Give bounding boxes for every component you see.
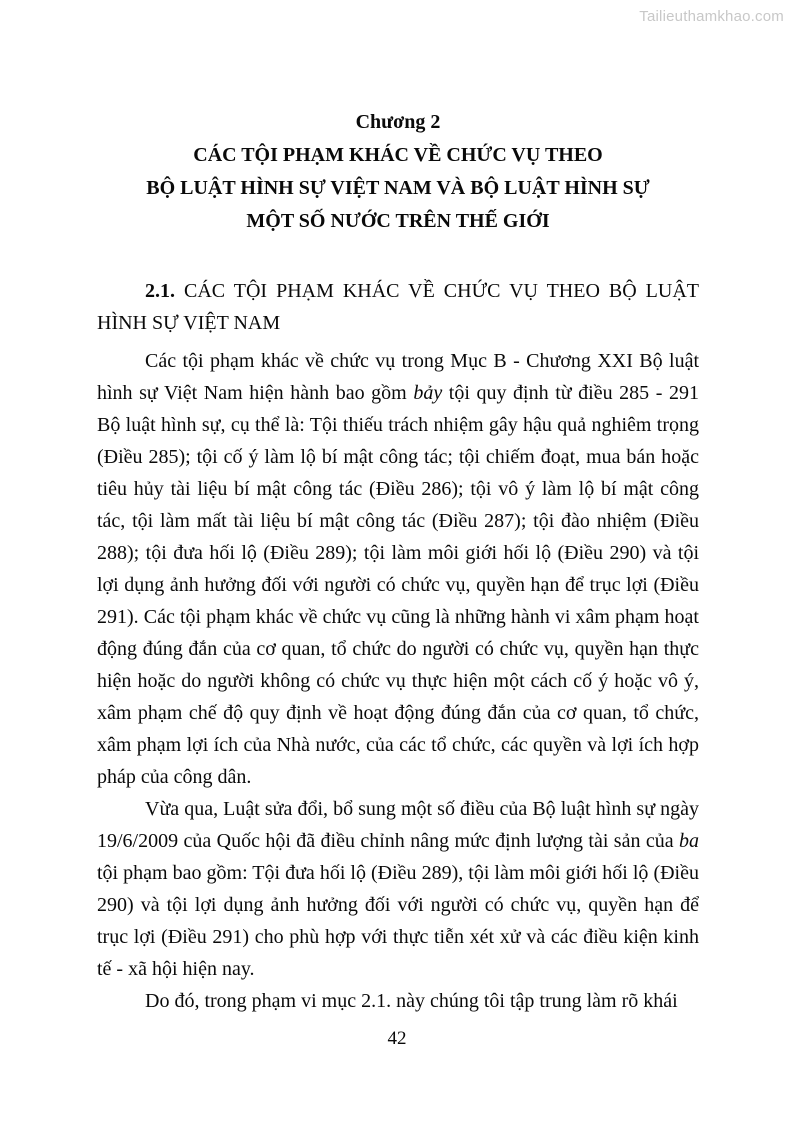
paragraph-run: tội quy định từ điều 285 - 291 Bộ luật hình sự, cụ thể là: Tội thiếu trách nhiệm gây hậu quả nghiêm trọng (Điều 285); tội cố ý làm lộ bí mật công tác; tội chiếm đoạt, mua bán hoặc tiêu hủy tài liệu bí mật công tác (Điều 286); tội vô ý làm lộ bí mật công tác, tội làm mất tài liệu bí mật công tác (Điều 287); tội đào nhiệm (Điều 288); tội đưa hối lộ (Điều 289); tội làm môi giới hối lộ (Điều 290) và tội lợi dụng ảnh hưởng đối với người có chức vụ, quyền hạn để trục lợi (Điều 291). Các tội phạm khác về chức vụ cũng là những hành vi xâm phạm hoạt động đúng đắn của cơ quan, tổ chức do người có chức vụ, quyền hạn thực hiện hoặc do người không có chức vụ thực hiện một cách cố ý hoặc vô ý, xâm phạm chế độ quy định về hoạt động đúng đắn của cơ quan, tổ chức, xâm phạm lợi ích của Nhà nước, của các tổ chức, các quyền và lợi ích hợp pháp của công dân.: [97, 382, 699, 788]
paragraph-run: Do đó, trong phạm vi mục 2.1. này chúng tôi tập trung làm rõ khái: [145, 990, 678, 1012]
body-paragraphs: [97, 345, 699, 1017]
paragraph: [97, 793, 699, 985]
page-content: [97, 106, 699, 1017]
page-number: 42: [387, 1028, 407, 1049]
section-number: 2.1.: [145, 280, 175, 302]
section-heading: [97, 275, 699, 339]
paragraph-run: Vừa qua, Luật sửa đổi, bổ sung một số điều của Bộ luật hình sự ngày 19/6/2009 của Quốc hội đã điều chỉnh nâng mức định lượng tài sản của: [97, 798, 699, 852]
chapter-title: [97, 139, 699, 238]
paragraph-run: Các tội phạm khác về chức vụ trong Mục B - Chương XXI Bộ luật hình sự Việt Nam hiện hành bao gồm: [97, 350, 699, 404]
paragraph-run-italic: bảy: [413, 382, 443, 404]
paragraph-run: tội phạm bao gồm: Tội đưa hối lộ (Điều 289), tội làm môi giới hối lộ (Điều 290) và tội lợi dụng ảnh hưởng đối với người có chức vụ, quyền hạn để trục lợi (Điều 291) cho phù hợp với thực tiễn xét xử và các điều kiện kinh tế - xã hội hiện nay.: [97, 862, 699, 980]
paragraph: [97, 985, 699, 1017]
section-title: CÁC TỘI PHẠM KHÁC VỀ CHỨC VỤ THEO BỘ LUẬT HÌNH SỰ VIỆT NAM: [97, 280, 700, 334]
paragraph-run-italic: ba: [679, 830, 699, 852]
chapter-label: Chương 2: [355, 111, 441, 133]
paragraph: [97, 345, 699, 793]
chapter-title-line: BỘ LUẬT HÌNH SỰ VIỆT NAM VÀ BỘ LUẬT HÌNH SỰ: [146, 177, 650, 199]
chapter-title-line: CÁC TỘI PHẠM KHÁC VỀ CHỨC VỤ THEO: [193, 144, 603, 166]
watermark: Tailieuthamkhao.com: [639, 8, 784, 25]
chapter-title-line: MỘT SỐ NƯỚC TRÊN THẾ GIỚI: [246, 210, 550, 232]
